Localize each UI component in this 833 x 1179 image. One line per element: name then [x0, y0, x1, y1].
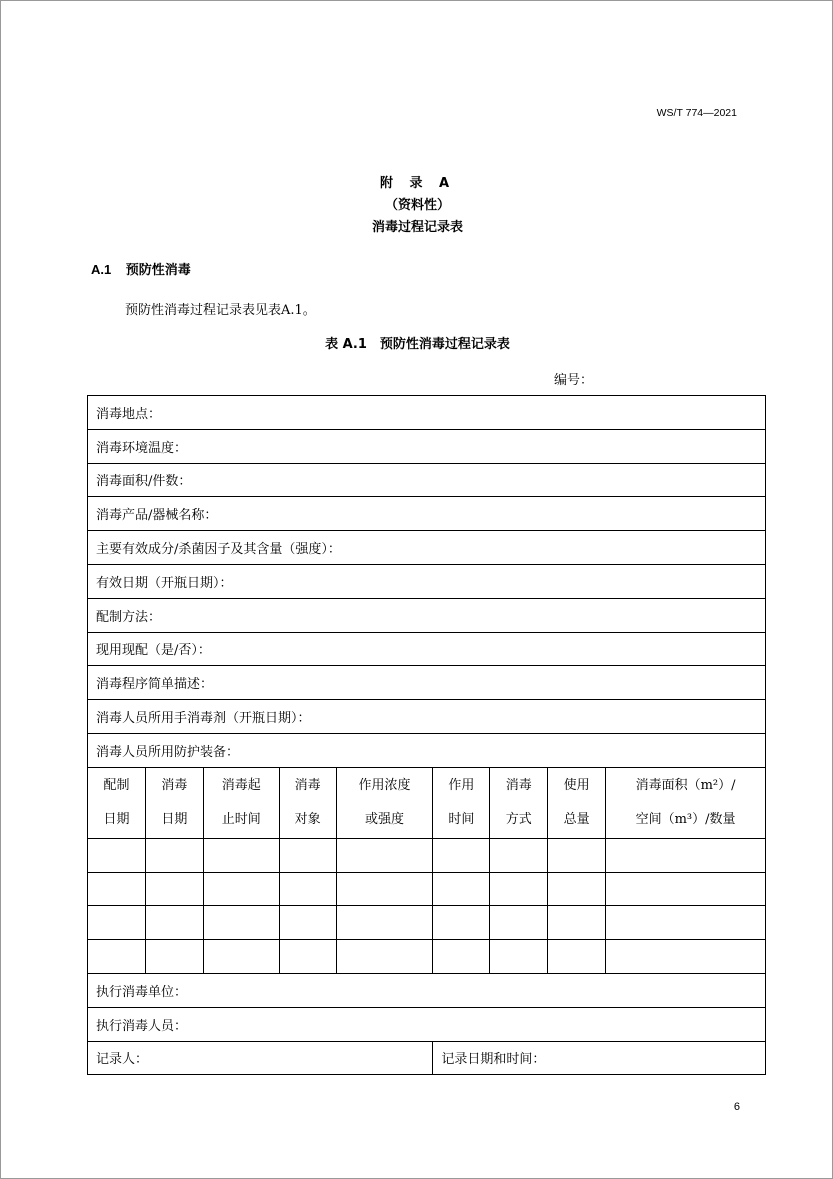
table-row — [88, 872, 766, 906]
table-cell[interactable] — [88, 838, 146, 872]
col-disinfect-date: 消毒 日期 — [145, 767, 203, 838]
table-cell[interactable] — [548, 940, 606, 974]
record-table — [87, 395, 766, 1075]
table-caption: 表 A.1 预防性消毒过程记录表 — [325, 337, 510, 352]
table-cell[interactable] — [88, 872, 146, 906]
col-action-time: 作用 时间 — [433, 767, 490, 838]
col-prep-date: 配制 日期 — [88, 767, 146, 838]
field-active-ingredient: 主要有效成分/杀菌因子及其含量（强度）： — [88, 531, 766, 565]
field-area-count: 消毒面积/件数： — [88, 463, 766, 497]
table-cell[interactable] — [490, 838, 548, 872]
field-record-datetime: 记录日期和时间： — [433, 1041, 766, 1075]
table-cell[interactable] — [203, 940, 279, 974]
field-procedure-description: 消毒程序简单描述： — [88, 666, 766, 700]
table-cell[interactable] — [606, 872, 766, 906]
field-protective-equipment: 消毒人员所用防护装备： — [88, 733, 766, 767]
table-cell[interactable] — [203, 872, 279, 906]
annex-name: 消毒过程记录表 — [371, 220, 463, 235]
table-cell[interactable] — [433, 872, 490, 906]
table-cell[interactable] — [336, 940, 433, 974]
table-cell[interactable] — [606, 906, 766, 940]
table-cell[interactable] — [336, 838, 433, 872]
table-cell[interactable] — [548, 872, 606, 906]
table-cell[interactable] — [606, 940, 766, 974]
field-preparation-method: 配制方法： — [88, 598, 766, 632]
table-cell[interactable] — [88, 906, 146, 940]
table-row — [88, 940, 766, 974]
col-area-volume: 消毒面积（m²）/ 空间（m³）/数量 — [606, 767, 766, 838]
table-cell[interactable] — [548, 906, 606, 940]
field-location: 消毒地点： — [88, 396, 766, 430]
field-recorder: 记录人： — [88, 1041, 433, 1075]
standard-code: WS/T 774—2021 — [656, 107, 737, 119]
table-cell[interactable] — [145, 838, 203, 872]
field-executing-unit: 执行消毒单位： — [88, 973, 766, 1007]
field-executing-personnel: 执行消毒人员： — [88, 1007, 766, 1041]
table-cell[interactable] — [203, 906, 279, 940]
field-product-name: 消毒产品/器械名称： — [88, 497, 766, 531]
table-cell[interactable] — [203, 838, 279, 872]
col-method: 消毒 方式 — [490, 767, 548, 838]
table-cell[interactable] — [145, 906, 203, 940]
field-fresh-prepared: 现用现配（是/否）： — [88, 632, 766, 666]
table-cell[interactable] — [279, 838, 336, 872]
body-paragraph: 预防性消毒过程记录表见表A.1。 — [125, 303, 316, 318]
table-cell[interactable] — [433, 940, 490, 974]
col-start-end-time: 消毒起 止时间 — [203, 767, 279, 838]
field-hand-disinfectant: 消毒人员所用手消毒剂（开瓶日期）： — [88, 700, 766, 734]
table-cell[interactable] — [490, 906, 548, 940]
page-number: 6 — [733, 1101, 740, 1113]
serial-number-label: 编号： — [554, 373, 594, 388]
section-title: 预防性消毒 — [125, 263, 191, 278]
annex-note: （资料性） — [384, 198, 450, 213]
col-total-used: 使用 总量 — [548, 767, 606, 838]
table-cell[interactable] — [490, 872, 548, 906]
table-cell[interactable] — [279, 906, 336, 940]
table-row — [88, 906, 766, 940]
col-target: 消毒 对象 — [279, 767, 336, 838]
field-temperature: 消毒环境温度： — [88, 429, 766, 463]
table-cell[interactable] — [336, 906, 433, 940]
section-heading — [91, 259, 191, 278]
table-cell[interactable] — [336, 872, 433, 906]
column-header-row — [88, 767, 766, 838]
table-cell[interactable] — [88, 940, 146, 974]
section-number: A.1 — [91, 262, 112, 277]
table-cell[interactable] — [606, 838, 766, 872]
annex-title: 附 录 A — [379, 176, 456, 191]
field-expiry-date: 有效日期（开瓶日期）： — [88, 564, 766, 598]
table-cell[interactable] — [145, 872, 203, 906]
table-cell[interactable] — [433, 838, 490, 872]
table-cell[interactable] — [548, 838, 606, 872]
table-cell[interactable] — [433, 906, 490, 940]
table-cell[interactable] — [279, 872, 336, 906]
table-row — [88, 838, 766, 872]
col-concentration: 作用浓度 或强度 — [336, 767, 433, 838]
table-cell[interactable] — [145, 940, 203, 974]
table-cell[interactable] — [490, 940, 548, 974]
table-cell[interactable] — [279, 940, 336, 974]
